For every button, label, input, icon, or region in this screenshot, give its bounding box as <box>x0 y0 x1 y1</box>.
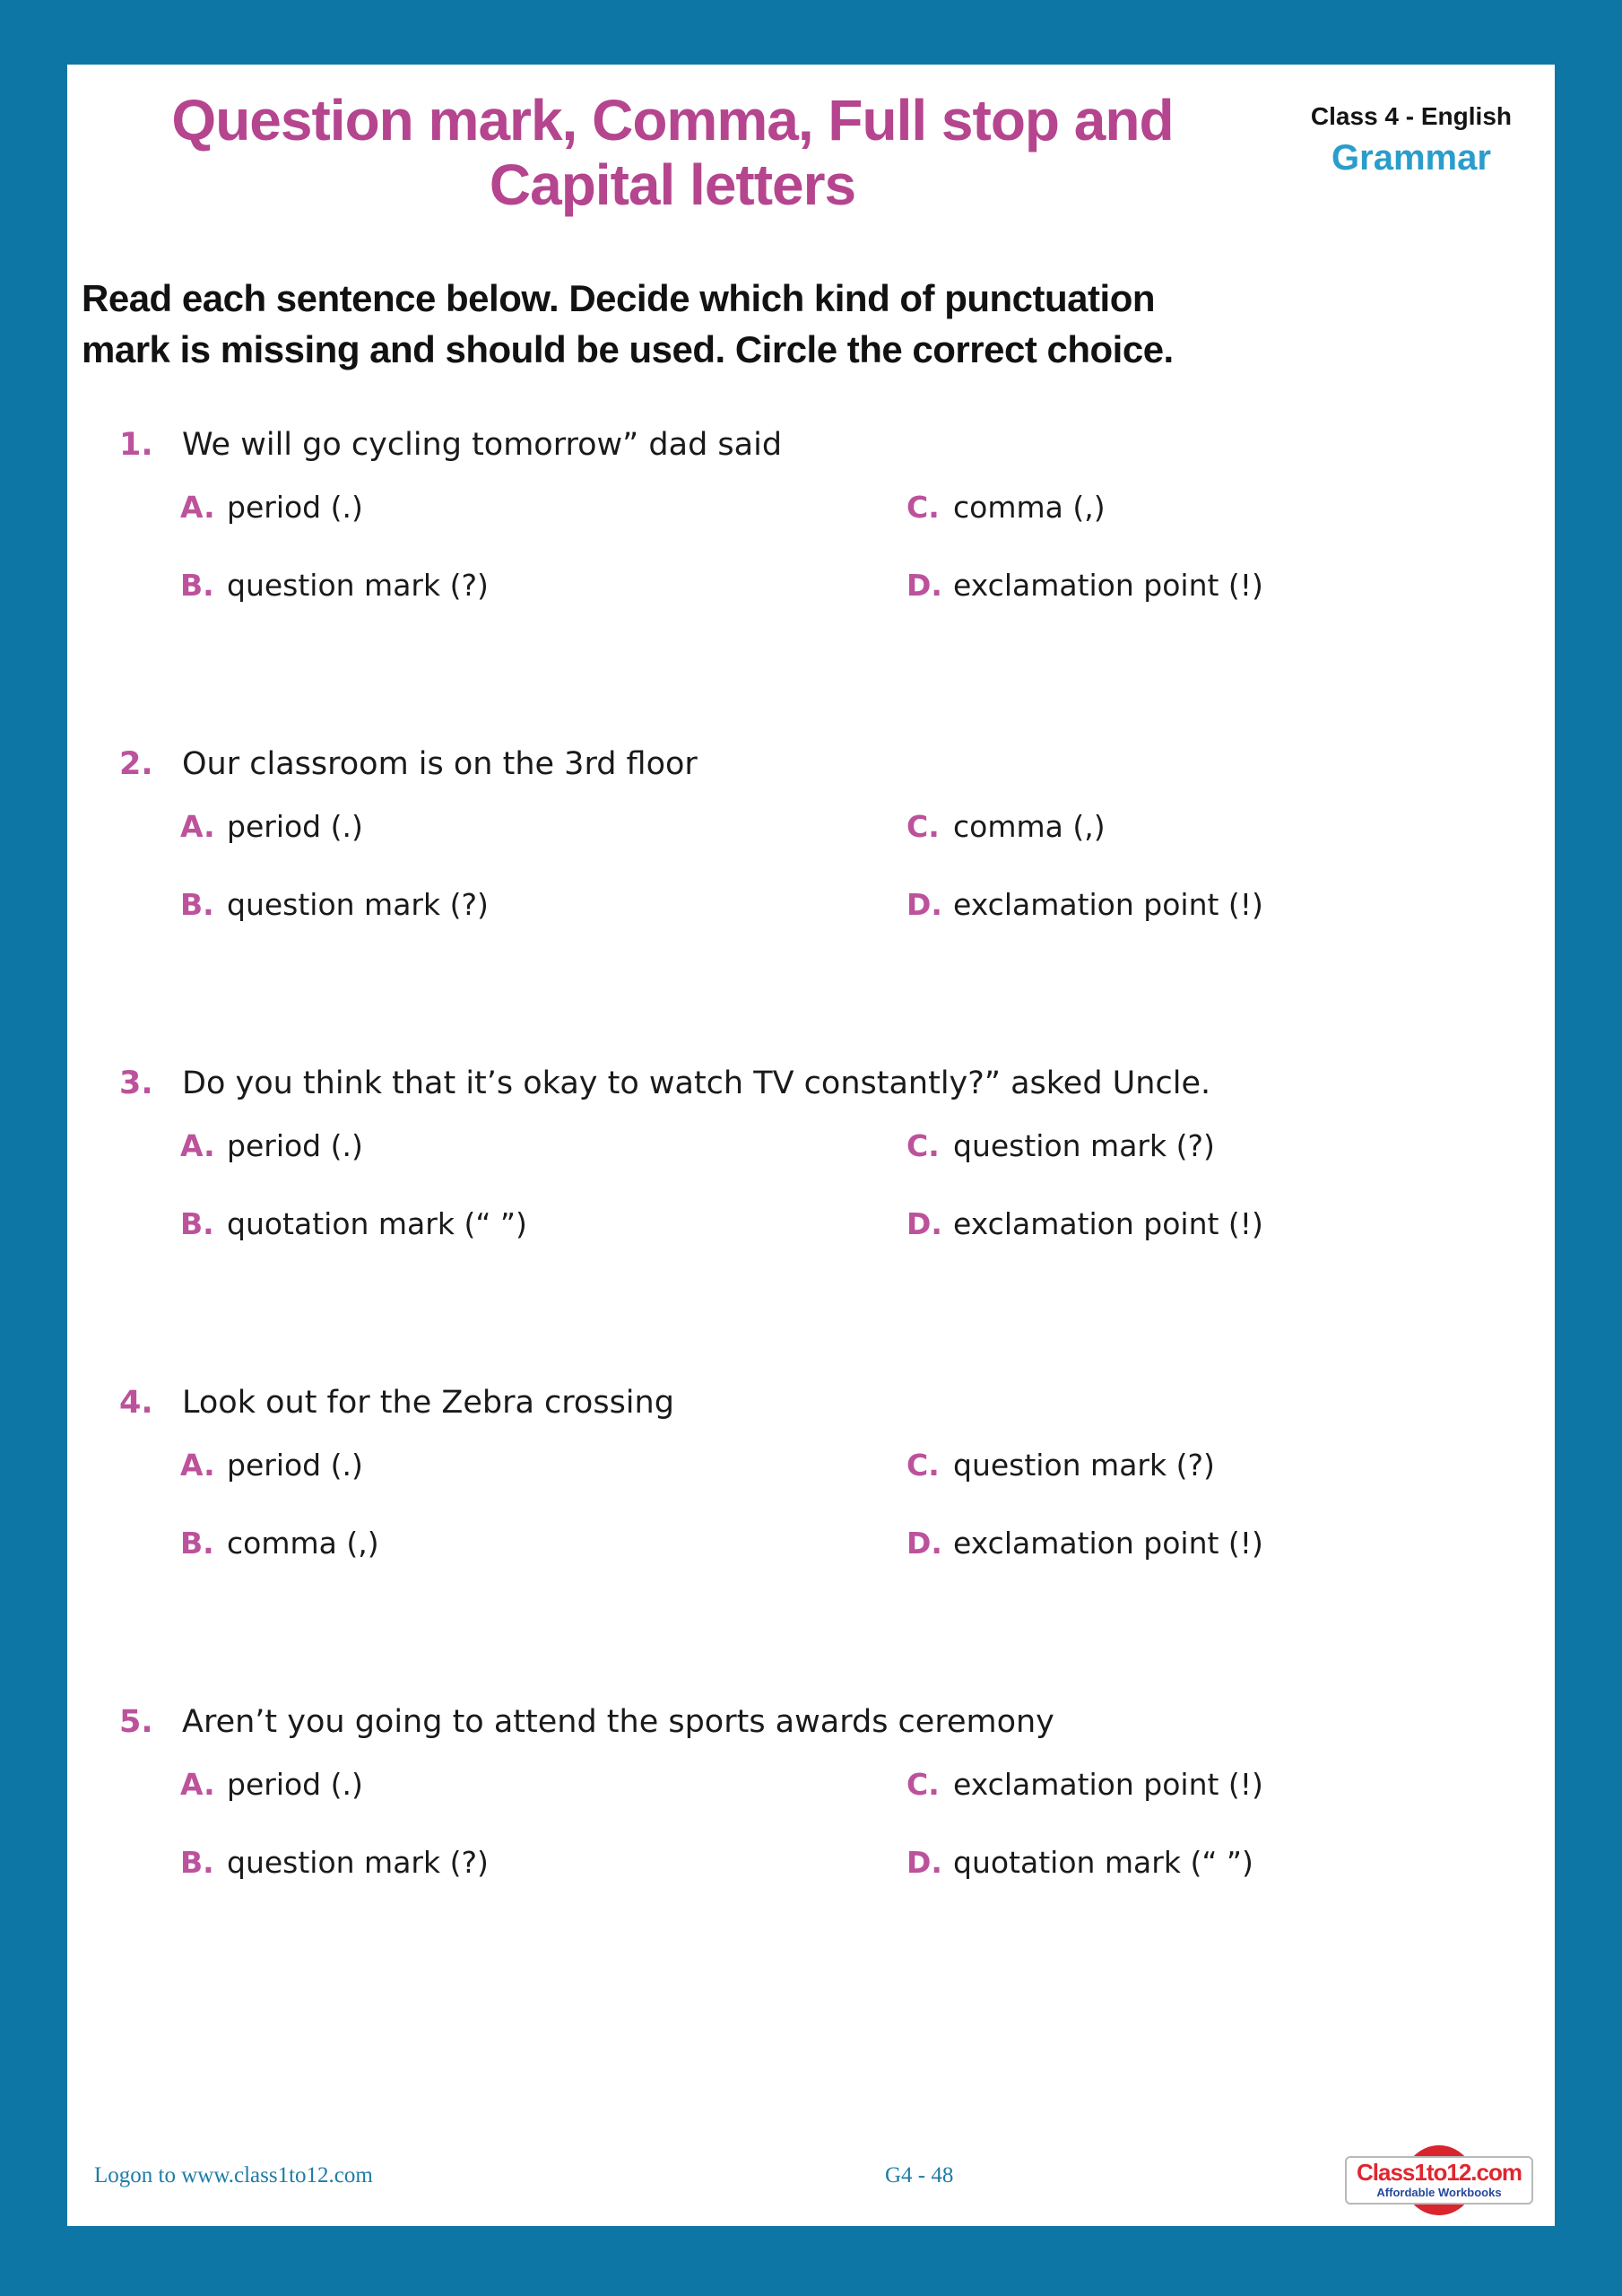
question-block-1 <box>67 427 1555 746</box>
option-label: exclamation point (!) <box>953 887 1263 922</box>
logo-brand-text: Class1to12.com <box>1357 2159 1522 2186</box>
option-label: question mark (?) <box>227 568 489 603</box>
option-d[interactable] <box>906 1206 1555 1241</box>
option-letter: A. <box>180 809 215 844</box>
option-label: question mark (?) <box>953 1128 1215 1163</box>
question-line <box>67 427 1555 463</box>
subject-label: Grammar <box>1331 138 1491 178</box>
option-letter: B. <box>180 568 214 603</box>
question-text: Do you think that it’s okay to watch TV constantly?” asked Uncle. <box>182 1065 1211 1101</box>
option-letter: B. <box>180 1206 214 1241</box>
question-text: Our classroom is on the 3rd floor <box>182 746 698 782</box>
instructions-line2: mark is missing and should be used. Circle the correct choice. <box>82 328 1174 370</box>
option-letter: C. <box>906 1767 940 1802</box>
option-b[interactable] <box>180 1845 906 1880</box>
option-d[interactable] <box>906 568 1555 603</box>
option-label: question mark (?) <box>227 887 489 922</box>
option-a[interactable] <box>180 809 906 844</box>
worksheet-page <box>67 65 1555 2226</box>
option-letter: C. <box>906 1128 940 1163</box>
option-label: period (.) <box>227 1128 363 1163</box>
question-options <box>67 809 1555 922</box>
question-options <box>67 1448 1555 1561</box>
option-letter: A. <box>180 1128 215 1163</box>
option-letter: B. <box>180 1526 214 1561</box>
option-letter: C. <box>906 1448 940 1483</box>
question-number: 4. <box>119 1385 153 1421</box>
question-options <box>67 1128 1555 1241</box>
page-title <box>85 88 1260 218</box>
class-label: Class 4 - English <box>1310 102 1512 130</box>
question-block-5 <box>67 1704 1555 2023</box>
page-title-line2: Capital letters <box>489 152 856 218</box>
option-label: quotation mark (“ ”) <box>953 1845 1253 1880</box>
question-block-3 <box>67 1065 1555 1385</box>
option-a[interactable] <box>180 1128 906 1163</box>
question-text: We will go cycling tomorrow” dad said <box>182 427 783 463</box>
question-number: 2. <box>119 746 153 782</box>
option-label: exclamation point (!) <box>953 1767 1263 1802</box>
option-c[interactable] <box>906 1128 1555 1163</box>
option-b[interactable] <box>180 568 906 603</box>
question-text: Look out for the Zebra crossing <box>182 1385 674 1421</box>
option-b[interactable] <box>180 1206 906 1241</box>
question-number: 5. <box>119 1704 153 1740</box>
option-letter: D. <box>906 887 942 922</box>
option-letter: C. <box>906 490 940 525</box>
option-b[interactable] <box>180 887 906 922</box>
question-options <box>67 1767 1555 1880</box>
header-meta <box>1311 102 1512 178</box>
page-title-line1: Question mark, Comma, Full stop and <box>171 88 1174 152</box>
option-c[interactable] <box>906 1448 1555 1483</box>
question-number: 1. <box>119 427 153 463</box>
question-text: Aren’t you going to attend the sports awards ceremony <box>182 1704 1054 1740</box>
option-letter: B. <box>180 887 214 922</box>
option-letter: A. <box>180 490 215 525</box>
option-label: period (.) <box>227 1448 363 1483</box>
logo-tagline-text: Affordable Workbooks <box>1376 2186 1502 2199</box>
option-label: period (.) <box>227 809 363 844</box>
question-line <box>67 746 1555 782</box>
option-a[interactable] <box>180 1767 906 1802</box>
option-letter: D. <box>906 1206 942 1241</box>
option-d[interactable] <box>906 1526 1555 1561</box>
question-options <box>67 490 1555 603</box>
question-block-4 <box>67 1385 1555 1704</box>
option-d[interactable] <box>906 1845 1555 1880</box>
option-label: exclamation point (!) <box>953 1526 1263 1561</box>
option-c[interactable] <box>906 809 1555 844</box>
option-letter: A. <box>180 1767 215 1802</box>
option-label: question mark (?) <box>953 1448 1215 1483</box>
question-line <box>67 1065 1555 1101</box>
option-label: comma (,) <box>953 809 1106 844</box>
question-number: 3. <box>119 1065 153 1101</box>
footer-website-text: Logon to www.class1to12.com <box>94 2163 373 2187</box>
option-d[interactable] <box>906 887 1555 922</box>
question-block-2 <box>67 746 1555 1065</box>
option-label: exclamation point (!) <box>953 568 1263 603</box>
logo-band <box>1345 2156 1533 2205</box>
option-label: exclamation point (!) <box>953 1206 1263 1241</box>
option-label: period (.) <box>227 490 363 525</box>
option-label: comma (,) <box>227 1526 379 1561</box>
page-number: G4 - 48 <box>885 2163 954 2187</box>
option-letter: D. <box>906 568 942 603</box>
option-c[interactable] <box>906 1767 1555 1802</box>
option-a[interactable] <box>180 1448 906 1483</box>
option-label: quotation mark (“ ”) <box>227 1206 527 1241</box>
option-label: question mark (?) <box>227 1845 489 1880</box>
instructions-line1: Read each sentence below. Decide which kind of punctuation <box>82 277 1155 319</box>
brand-logo <box>1343 2142 1535 2219</box>
option-b[interactable] <box>180 1526 906 1561</box>
option-letter: B. <box>180 1845 214 1880</box>
option-label: comma (,) <box>953 490 1106 525</box>
option-letter: D. <box>906 1845 942 1880</box>
instructions-text <box>82 273 1444 375</box>
option-letter: D. <box>906 1526 942 1561</box>
option-letter: C. <box>906 809 940 844</box>
question-line <box>67 1385 1555 1421</box>
option-letter: A. <box>180 1448 215 1483</box>
question-line <box>67 1704 1555 1740</box>
option-label: period (.) <box>227 1767 363 1802</box>
question-list <box>67 427 1555 2023</box>
option-a[interactable] <box>180 490 906 525</box>
option-c[interactable] <box>906 490 1555 525</box>
